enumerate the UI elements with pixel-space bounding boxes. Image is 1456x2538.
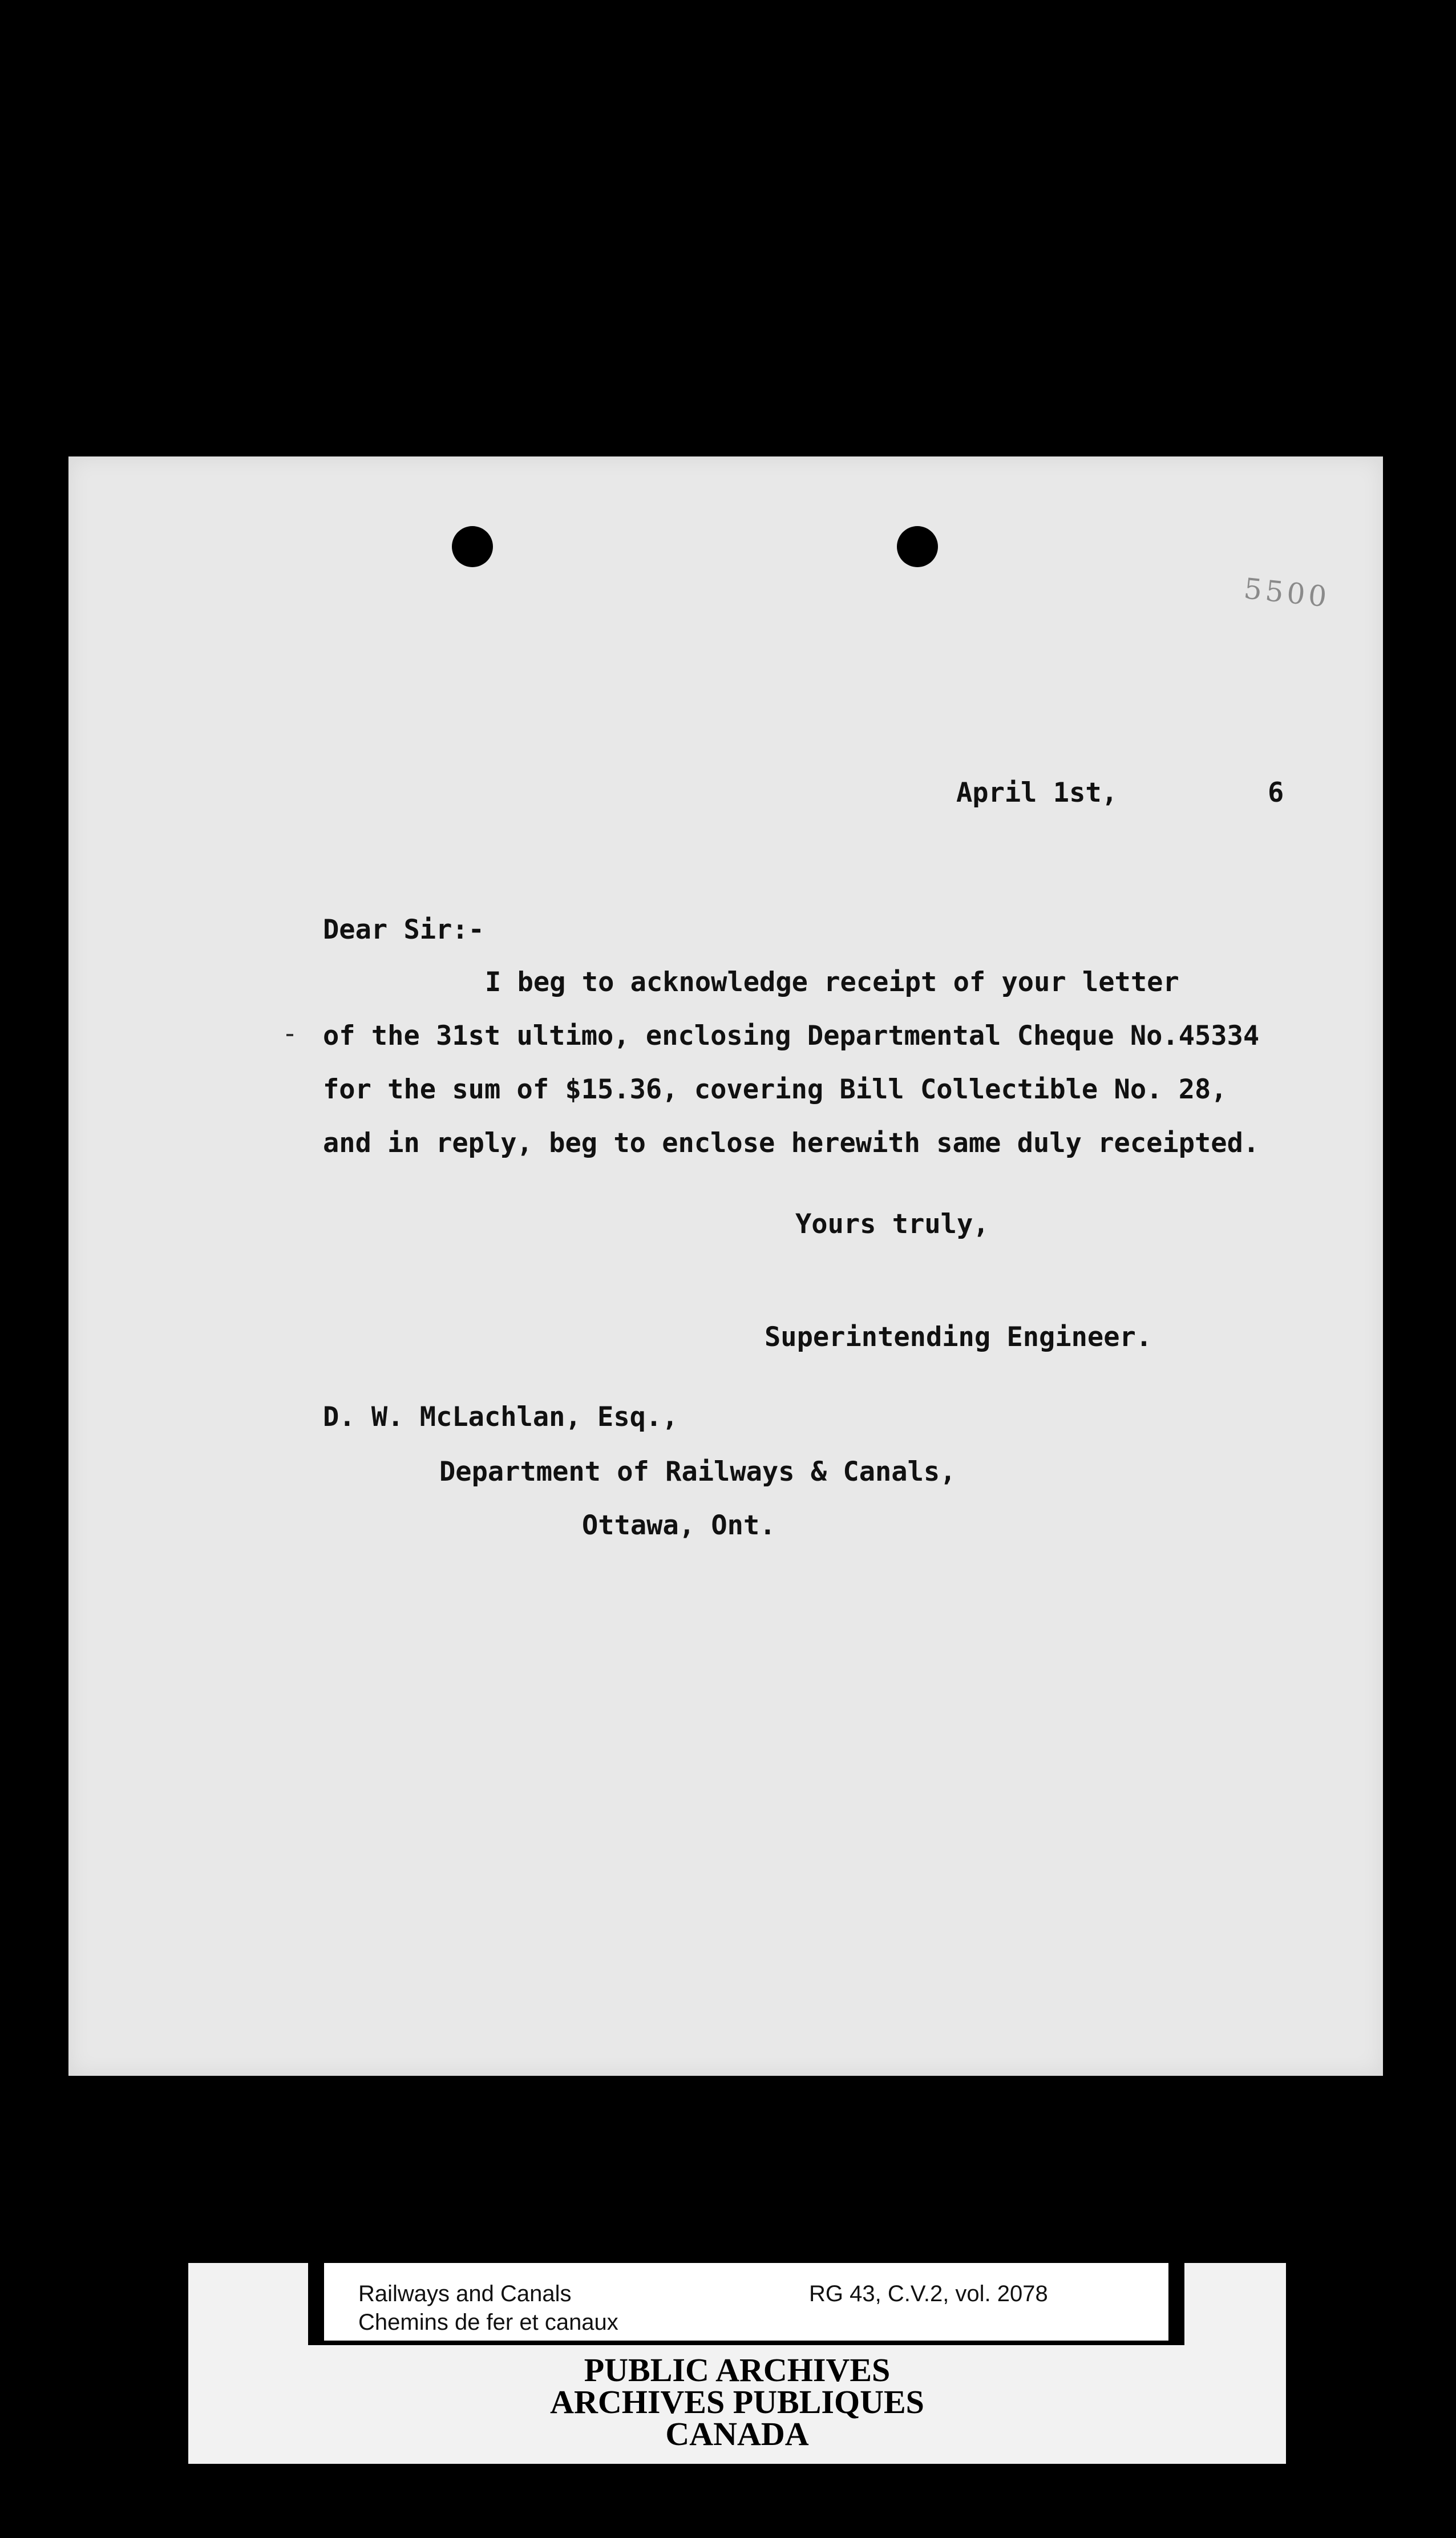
letter-page bbox=[68, 456, 1383, 2076]
archive-reference-card bbox=[308, 2263, 1184, 2345]
collection-name-en: Railways and Canals bbox=[358, 2281, 572, 2306]
letter-date: April 1st, bbox=[956, 777, 1118, 809]
stamp-line: PUBLIC ARCHIVES bbox=[584, 2351, 891, 2389]
salutation: Dear Sir:- bbox=[323, 914, 484, 945]
signature-title: Superintending Engineer. bbox=[765, 1321, 1152, 1353]
punch-hole-left bbox=[452, 526, 493, 567]
stamp-line: CANADA bbox=[665, 2415, 809, 2452]
body-line: of the 31st ultimo, enclosing Departmental Cheque No.45334 bbox=[323, 1020, 1260, 1052]
archives-stamp bbox=[188, 2351, 1286, 2452]
punch-hole-right bbox=[897, 526, 938, 567]
body-line: and in reply, beg to enclose herewith same duly receipted. bbox=[323, 1127, 1260, 1159]
collection-name-fr: Chemins de fer et canaux bbox=[358, 2310, 618, 2335]
page-number: 6 bbox=[1268, 777, 1284, 809]
body-line: for the sum of $15.36, covering Bill Collectible No. 28, bbox=[323, 1074, 1227, 1105]
address-line: D. W. McLachlan, Esq., bbox=[323, 1401, 678, 1433]
pencil-file-number: 5500 bbox=[1242, 572, 1332, 614]
address-line: Department of Railways & Canals, bbox=[439, 1456, 956, 1488]
archive-label-panel bbox=[188, 2263, 1286, 2464]
closing: Yours truly, bbox=[795, 1209, 989, 1240]
stamp-line: ARCHIVES PUBLIQUES bbox=[550, 2383, 924, 2420]
address-line: Ottawa, Ont. bbox=[582, 1510, 776, 1541]
archive-reference: RG 43, C.V.2, vol. 2078 bbox=[809, 2281, 1048, 2306]
body-line: I beg to acknowledge receipt of your letter bbox=[485, 967, 1179, 998]
margin-mark bbox=[286, 1034, 293, 1036]
